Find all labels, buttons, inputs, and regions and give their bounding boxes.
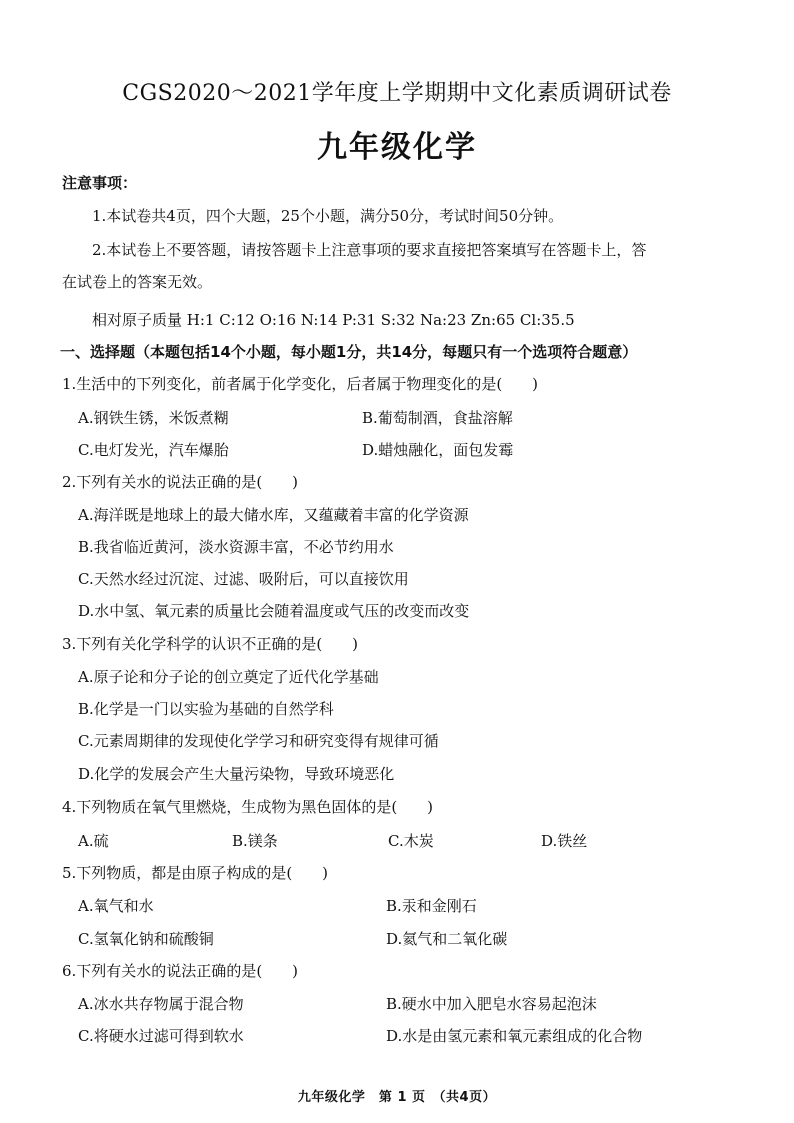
question-2-option-d: D.水中氢、氧元素的质量比会随着温度或气压的改变而改变 [78,602,470,620]
question-6-stem: 6.下列有关水的说法正确的是( ) [62,962,299,980]
notice-item-2-line-2: 在试卷上的答案无效。 [62,273,213,291]
question-1-option-a: A.钢铁生锈，米饭煮糊 [78,409,229,427]
question-4-stem: 4.下列物质在氧气里燃烧，生成物为黑色固体的是( ) [62,798,434,816]
question-3-stem: 3.下列有关化学科学的认识不正确的是( ) [62,635,359,653]
question-5-option-b: B.汞和金刚石 [386,897,477,915]
notice-item-2-line-1: 2.本试卷上不要答题，请按答题卡上注意事项的要求直接把答案填写在答题卡上，答 [92,241,647,259]
question-1-option-b: B.葡萄制酒，食盐溶解 [362,409,513,427]
question-5-option-c: C.氢氧化钠和硫酸铜 [78,930,214,948]
question-3-option-b: B.化学是一门以实验为基础的自然学科 [78,700,334,718]
question-5-option-a: A.氧气和水 [78,897,154,915]
question-5-option-d: D.氦气和二氧化碳 [386,930,508,948]
notice-heading: 注意事项： [62,174,138,192]
question-1-option-d: D.蜡烛融化，面包发霉 [362,441,514,459]
question-6-option-d: D.水是由氢元素和氧元素组成的化合物 [386,1027,643,1045]
question-5-stem: 5.下列物质，都是由原子构成的是( ) [62,864,329,882]
question-2-option-a: A.海洋既是地球上的最大储水库，又蕴藏着丰富的化学资源 [78,506,469,524]
atomic-masses: 相对原子质量 H:1 C:12 O:16 N:14 P:31 S:32 Na:23 Zn:65 Cl:35.5 [92,311,575,329]
question-3-option-c: C.元素周期律的发现使化学学习和研究变得有规律可循 [78,732,439,750]
question-2-option-c: C.天然水经过沉淀、过滤、吸附后，可以直接饮用 [78,570,409,588]
question-4-option-c: C.木炭 [388,832,434,850]
question-1-stem: 1.生活中的下列变化，前者属于化学变化，后者属于物理变化的是( ) [62,375,539,393]
question-4-option-b: B.镁条 [232,832,278,850]
question-2-option-b: B.我省临近黄河，淡水资源丰富，不必节约用水 [78,538,394,556]
exam-title: CGS2020～2021学年度上学期期中文化素质调研试卷 [122,81,672,106]
question-6-option-b: B.硬水中加入肥皂水容易起泡沫 [386,995,597,1013]
question-3-option-d: D.化学的发展会产生大量污染物，导致环境恶化 [78,765,395,783]
question-6-option-c: C.将硬水过滤可得到软水 [78,1027,244,1045]
subject-title: 九年级化学 [317,130,477,165]
question-4-option-d: D.铁丝 [541,832,588,850]
question-2-stem: 2.下列有关水的说法正确的是( ) [62,473,299,491]
question-4-option-a: A.硫 [78,832,109,850]
notice-item-1: 1.本试卷共4页，四个大题，25个小题，满分50分，考试时间50分钟。 [92,207,564,225]
question-3-option-a: A.原子论和分子论的创立奠定了近代化学基础 [78,668,379,686]
page-footer: 九年级化学 第 1 页 （共4页） [297,1090,497,1105]
section-1-heading: 一、选择题（本题包括14个小题，每小题1分，共14分，每题只有一个选项符合题意） [60,343,638,361]
question-6-option-a: A.冰水共存物属于混合物 [78,995,244,1013]
question-1-option-c: C.电灯发光，汽车爆胎 [78,441,229,459]
